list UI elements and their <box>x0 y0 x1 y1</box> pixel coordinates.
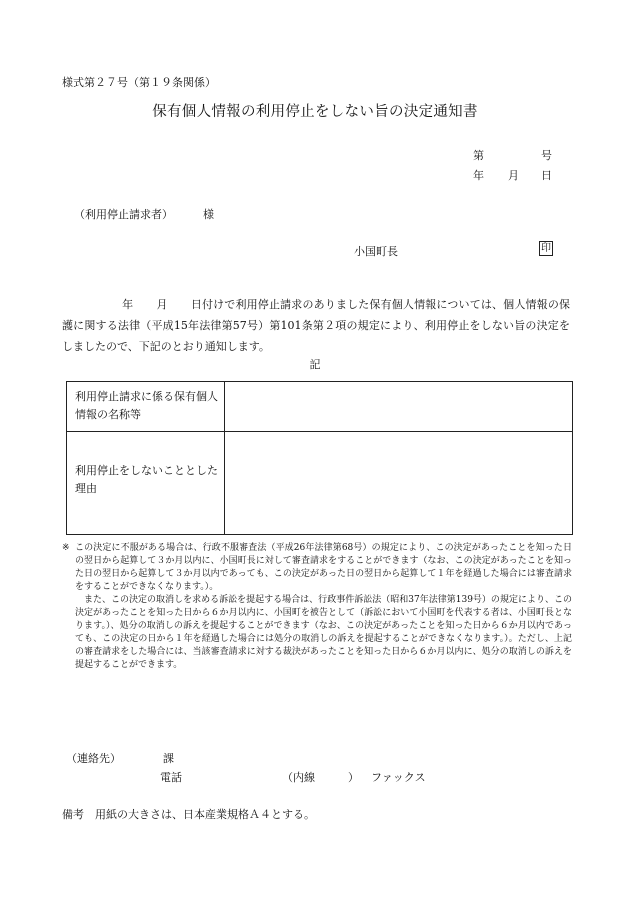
date-day: 日 <box>541 169 552 182</box>
record-table <box>66 381 573 535</box>
table-row-label: 利用停止請求に係る保有個人情報の名称等 <box>67 382 225 431</box>
body-date-year: 年 <box>122 298 134 311</box>
sender-name: 小国町長 <box>354 245 398 258</box>
notice-section <box>62 542 572 672</box>
contact-line-1 <box>66 750 174 766</box>
ki-heading: 記 <box>309 358 321 371</box>
addressee-name: （利用停止請求者） <box>74 208 173 221</box>
contact-label: （連絡先） <box>66 752 121 765</box>
document-number-go: 号 <box>541 149 552 162</box>
contact-fax: ファックス <box>371 771 426 784</box>
form-number: 様式第２７号（第１９条関係） <box>62 76 216 89</box>
notice-paragraph-2: また、この決定の取消しを求める訴訟を提起する場合は、行政事件訴訟法（昭和37年法律第139号）の規定により、この決定があったことを知った日から６か月以内に、小国町を被告として（訴訟において小国町を代表する者は、小国町長となります。）、処分の取消しの訴えを提起することができます（なお、この決定があったことを知った日から６か月以内であっても、この決定の日から１年を経過した場合には処分の取消しの訴えを提起することができなくなります。）。ただし、上記の審査請求をした場合には、当該審査請求に対する裁決があったことを知った日から６か月以内に、処分の取消しの訴えを提起することができます。 <box>75 595 572 670</box>
contact-extension: （内線 ） <box>282 771 359 784</box>
table-row <box>67 432 572 534</box>
contact-phone: 電話 <box>160 771 182 784</box>
seal-mark: 印 <box>541 243 551 254</box>
body-date-month: 月 <box>156 298 168 311</box>
table-row <box>67 382 572 432</box>
contact-ka: 課 <box>163 752 174 765</box>
remarks: 備考 用紙の大きさは、日本産業規格Ａ４とする。 <box>62 808 315 821</box>
table-row-value[interactable] <box>226 432 572 534</box>
body-text: 日付けで利用停止請求のありました保有個人情報については、個人情報の保護に関する法律（平成15年法律第57号）第101条第２項の規定により、利用停止をしない旨の決定をしましたので、下記のとおり通知します。 <box>62 298 570 353</box>
document-number-dai: 第 <box>473 149 484 162</box>
date-month: 月 <box>508 169 519 182</box>
table-row-value[interactable] <box>226 382 572 431</box>
table-row-label: 利用停止をしないこととした理由 <box>67 432 225 534</box>
addressee <box>74 206 214 222</box>
notice-mark: ※ <box>62 543 70 553</box>
body-paragraph <box>62 294 570 357</box>
document-title: 保有個人情報の利用停止をしない旨の決定通知書 <box>152 104 478 120</box>
addressee-honorific: 様 <box>203 208 214 221</box>
contact-line-2 <box>160 769 426 785</box>
date-year: 年 <box>473 169 484 182</box>
notice-paragraph-1: この決定に不服がある場合は、行政不服審査法（平成26年法律第68号）の規定により、この決定があったことを知った日の翌日から起算して３か月以内に、小国町長に対して審査請求をすることができます（なお、この決定があったことを知った日の翌日から起算して３か月以内であっても、この決定があった日の翌日から起算して１年を経過した場合には審査請求をすることができなくなります。）。 <box>75 543 572 592</box>
